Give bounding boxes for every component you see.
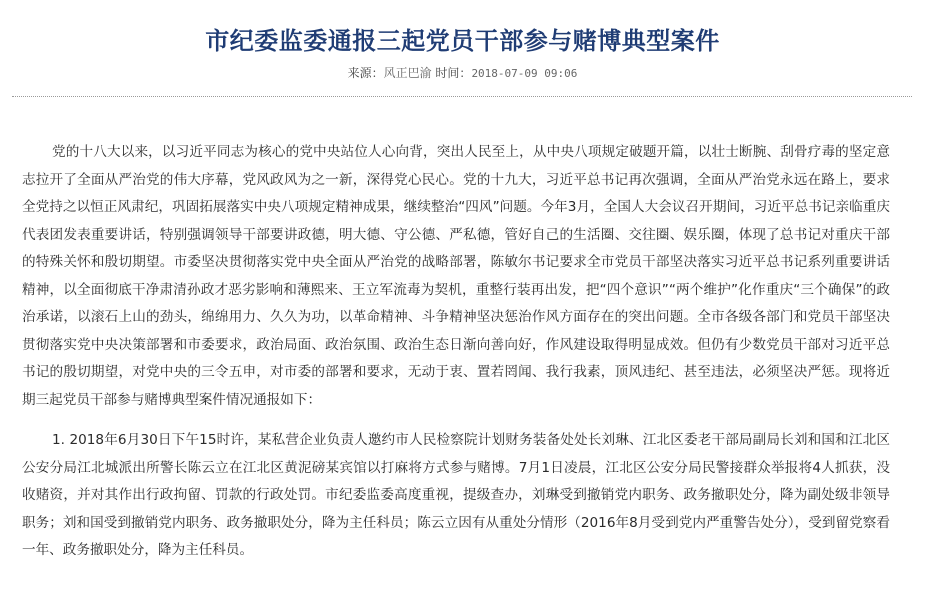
header-divider <box>12 96 912 97</box>
article-body <box>22 139 890 565</box>
time-value: 2018-07-09 09:06 <box>471 67 578 80</box>
article-meta <box>0 64 925 83</box>
time-label: 时间： <box>431 66 472 80</box>
source-label: 来源： <box>347 66 384 80</box>
intro-paragraph: 党的十八大以来，以习近平同志为核心的党中央站位人心向背，突出人民至上，从中央八项规定破题开篇，以壮士断腕、刮骨疗毒的坚定意志拉开了全面从严治党的伟大序幕，党风政风为之一新，深得党心民心。党的十九大，习近平总书记再次强调，全面从严治党永远在路上，要求全党持之以恒正风肃纪，巩固拓展落实中央八项规定精神成果，继续整治“四风”问题。今年3月，全国人大会议召开期间，习近平总书记亲临重庆代表团发表重要讲话，特别强调领导干部要讲政德，明大德、守公德、严私德，管好自己的生活圈、交往圈、娱乐圈，体现了总书记对重庆干部的特殊关怀和殷切期望。市委坚决贯彻落实党中央全面从严治党的战略部署，陈敏尔书记要求全市党员干部坚决落实习近平总书记系列重要讲话精神，以全面彻底干净肃清孙政才恶劣影响和薄熙来、王立军流毒为契机，重整行装再出发，把“四个意识”“两个维护”化作重庆“三个确保”的政治承诺，以滚石上山的劲头，绵绵用力、久久为功，以革命精神、斗争精神坚决惩治作风方面存在的突出问题。全市各级各部门和党员干部坚决贯彻落实党中央决策部署和市委要求，政治局面、政治氛围、政治生态日渐向善向好，作风建设取得明显成效。但仍有少数党员干部对习近平总书记的殷切期望，对党中央的三令五申，对市委的部署和要求，无动于衷、置若罔闻、我行我素，顶风违纪、甚至违法，必须坚决严惩。现将近期三起党员干部参与赌博典型案件情况通报如下： <box>22 144 890 408</box>
article-title: 市纪委监委通报三起党员干部参与赌博典型案件 <box>205 27 720 56</box>
case-1-paragraph: 1. 2018年6月30日下午15时许，某私营企业负责人邀约市人民检察院计划财务装备处处长刘琳、江北区委老干部局副局长刘和国和江北区公安分局江北城派出所警长陈云立在江北区黄泥磅某宾馆以打麻将方式参与赌博。7月1日凌晨，江北区公安分局民警接群众举报将4人抓获，没收赌资，并对其作出行政拘留、罚款的行政处罚。市纪委监委高度重视，提级查办，刘琳受到撤销党内职务、政务撤职处分，降为副处级非领导职务；刘和国受到撤销党内职务、政务撤职处分，降为主任科员；陈云立因有从重处分情形（2016年8月受到党内严重警告处分），受到留党察看一年、政务撤职处分，降为主任科员。 <box>22 432 890 558</box>
source-value: 风正巴渝 <box>383 66 432 80</box>
